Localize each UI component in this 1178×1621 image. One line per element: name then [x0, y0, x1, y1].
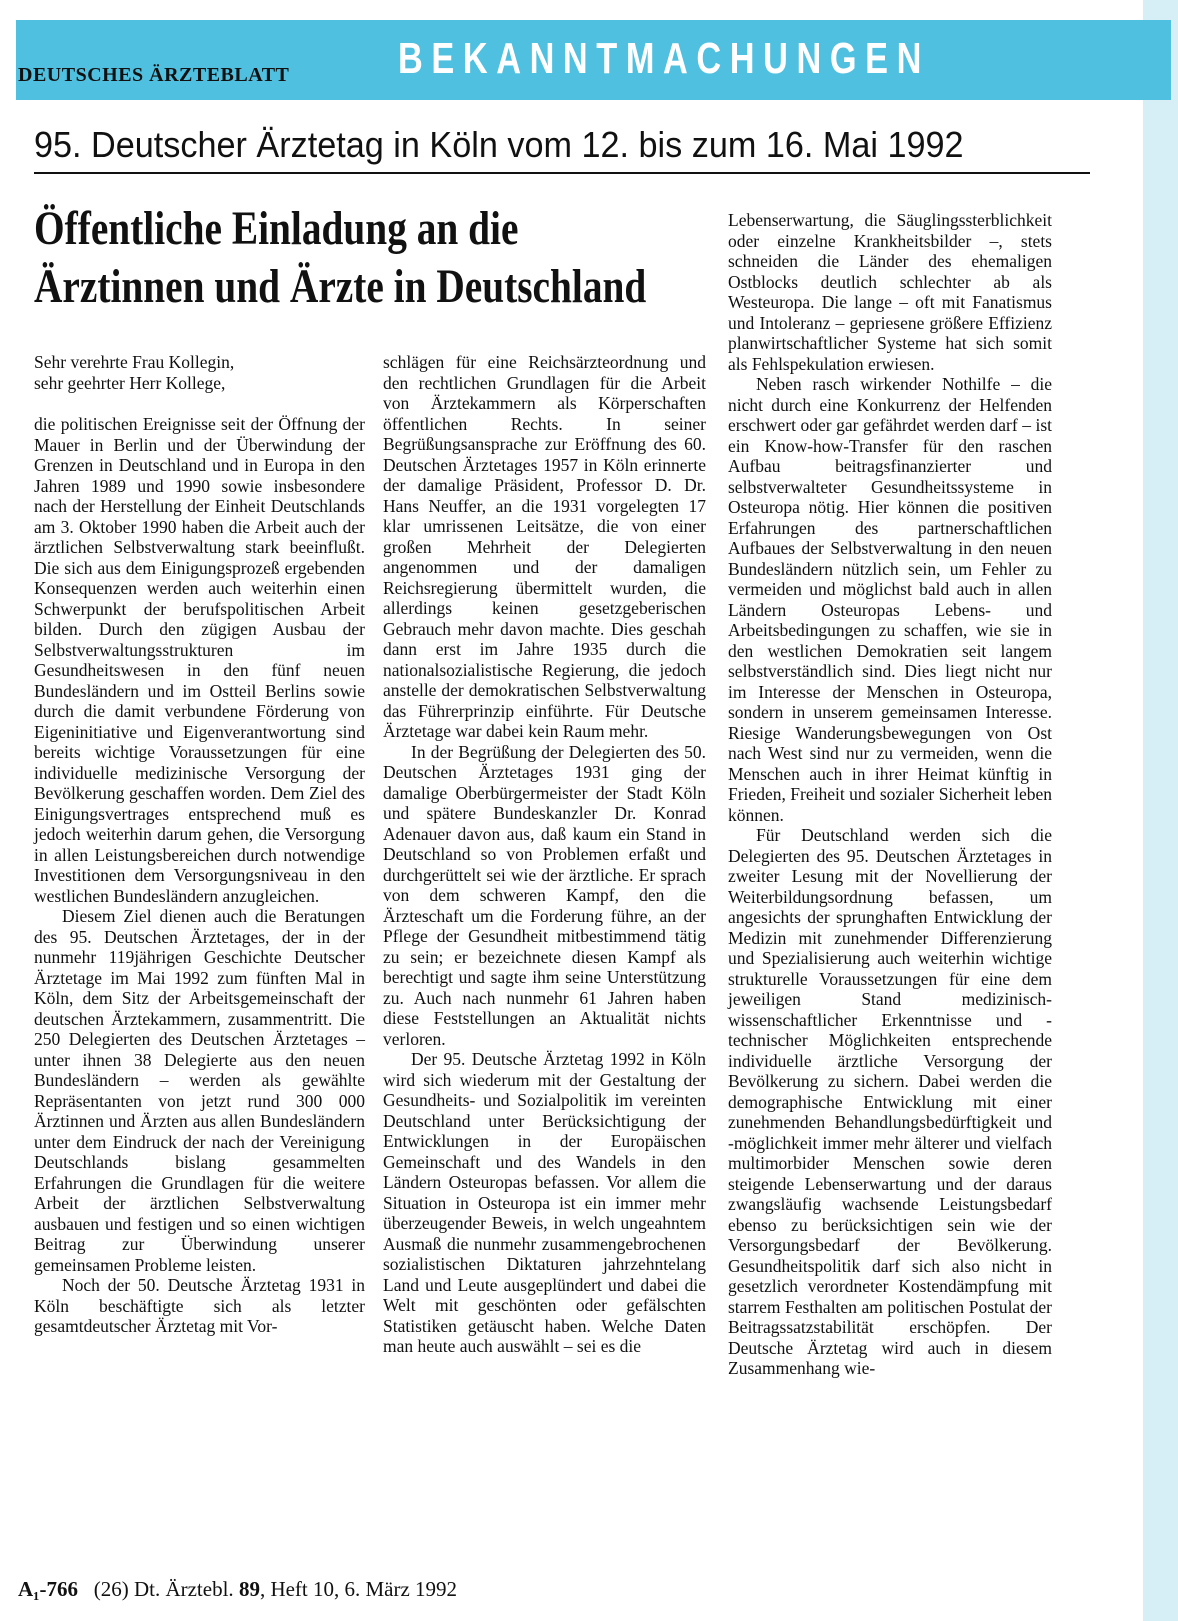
page-footer	[18, 1577, 457, 1602]
citation-prefix: (26) Dt. Ärztebl.	[93, 1577, 234, 1601]
salutation-line-1: Sehr verehrte Frau Kollegin,	[34, 352, 235, 372]
page-edge-strip	[1143, 0, 1178, 1621]
journal-name: DEUTSCHES ÄRZTEBLATT	[18, 64, 290, 86]
paragraph: In der Begrüßung der Delegierten des 50. Deutschen Ärztetages 1931 ging der damalige Oberbürgermeister der Stadt Köln und spätere Bundeskanzler Dr. Konrad Adenauer davon aus, daß kaum ein Stand in Deutschland so von Problemen erfaßt und durchgerüttelt sei wie der ärztliche. Er sprach von dem schweren Kampf, den die Ärzteschaft um die Forderung führe, an der Pflege der Gesundheit mitbestimmend tätig zu sein; er bezeichnete diesen Kampf als berechtigt und sagte ihm seine Unterstützung zu. Auch nach nunmehr 61 Jahren haben diese Feststellungen an Aktualität nichts verloren.	[383, 741, 706, 1049]
citation-suffix: , Heft 10, 6. März 1992	[259, 1577, 458, 1601]
text-column-1	[34, 414, 365, 1337]
paragraph: schlägen für eine Reichsärzteordnung und den rechtlichen Grundlagen für die Arbeit von Ärztekammern als Körperschaften öffentlichen Rechts. In seiner Begrüßungsansprache zur Eröffnung des 60. Deutschen Ärztetages 1957 in Köln erinnerte der damalige Präsident, Professor D. Dr. Hans Neuffer, an die 1931 vorgelegten 17 klar umrissenen Leitsätze, die von einer großen Mehrheit der Delegierten angenommen und der damaligen Reichsregierung übermittelt wurden, die allerdings keinen gesetzgeberischen Gebrauch mehr davon machte. Dies geschah dann erst im Jahre 1935 durch die nationalsozialistische Regierung, die jedoch anstelle der demokratischen Selbstverwaltung das Führerprinzip einführte. Für Deutsche Ärztetage war dabei kein Raum mehr.	[383, 352, 706, 741]
headline	[34, 200, 646, 316]
paragraph: Lebenserwartung, die Säuglingssterblichkeit oder einzelne Krankheitsbilder –, stets schneiden die Länder des ehemaligen Ostblocks deutlich schlechter ab als Westeuropa. Die lange – oft mit Fanatismus und Intoleranz – gepriesene größere Effizienz planwirtschaftlicher Systeme hat sich somit als Fehlspekulation erwiesen.	[728, 210, 1052, 374]
salutation-line-2: sehr geehrter Herr Kollege,	[34, 372, 226, 393]
text-column-2	[383, 352, 706, 1357]
title-rule	[34, 172, 1090, 174]
paragraph: Diesem Ziel dienen auch die Beratungen des 95. Deutschen Ärztetages, der in der nunmehr 119jährigen Geschichte Deutscher Ärztetage im Mai 1992 zum fünften Mal in Köln, dem Sitz der Arbeitsgemeinschaft der deutschen Ärztekammern, zusammentritt. Die 250 Delegierten des Deutschen Ärztetages – unter ihnen 38 Delegierte aus den neuen Bundesländern – werden als gewählte Repräsentanten von jetzt rund 300 000 Ärztinnen und Ärzten aus allen Bundesländern unter dem Eindruck der nach der Vereinigung Deutschlands bislang gesammelten Erfahrungen die Grundlagen für die weitere Arbeit der ärztlichen Selbstverwaltung ausbauen und festigen und so einen wichtigen Beitrag zur Überwindung unserer gemeinsamen Probleme leisten.	[34, 906, 365, 1275]
section-name: BEKANNTMACHUNGEN	[398, 34, 930, 83]
salutation	[34, 352, 364, 393]
paragraph: Neben rasch wirkender Nothilfe – die nicht durch eine Konkurrenz der Helfenden erschwert oder gar gefährdet werden darf – ist ein Know-how-Transfer für den raschen Aufbau beitragsfinanzierter und selbstverwalteter Gesundheitssysteme in Osteuropa nötig. Hier können die positiven Erfahrungen des partnerschaftlichen Aufbaues der Selbstverwaltung in den neuen Bundesländern nützlich sein, um Fehler zu vermeiden und möglichst bald auch in allen Ländern Osteuropas Lebens- und Arbeitsbedingungen zu schaffen, wie sie in den westlichen Demokratien seit langem selbstverständlich sind. Dies liegt nicht nur im Interesse der Menschen in Osteuropa, sondern in unserem gemeinsamen Interesse. Riesige Wanderungsbewegungen von Ost nach West sind nur zu vermeiden, wenn die Menschen auch in ihrer Heimat künftig in Frieden, Freiheit und sozialer Sicherheit leben können.	[728, 374, 1052, 825]
paragraph: Für Deutschland werden sich die Delegierten des 95. Deutschen Ärztetages in zweiter Lesung mit der Novellierung der Weiterbildungsordnung befassen, um angesichts der sprunghaften Entwicklung der Medizin mit zunehmender Differenzierung und Spezialisierung auch weiterhin wichtige strukturelle Voraussetzungen für eine dem jeweiligen Stand medizinisch-wissenschaftlicher Erkenntnisse und -technischer Möglichkeiten entsprechende individuelle ärztliche Versorgung der Bevölkerung zu sichern. Dabei werden die demographische Entwicklung mit einer zunehmenden Behandlungsbedürftigkeit und -möglichkeit immer mehr älterer und vielfach multimorbider Menschen sowie deren steigende Lebenserwartung und der daraus zwangsläufig wachsende Leistungsbedarf ebenso zu berücksichtigen sein wie der Versorgungsbedarf der Bevölkerung. Gesundheitspolitik darf sich also nicht in gesetzlich verordneter Kostendämpfung mit starrem Festhalten am politischen Postulat der Beitragssatzstabilität erschöpfen. Der Deutsche Ärztetag wird auch in diesem Zusammenhang wie-	[728, 825, 1052, 1378]
headline-line-1: Öffentliche Einladung an die	[34, 202, 519, 255]
text-column-3	[728, 210, 1052, 1379]
paragraph: Noch der 50. Deutsche Ärztetag 1931 in Köln beschäftigte sich als letzter gesamtdeutscher Ärztetag mit Vor-	[34, 1275, 365, 1336]
page-number: A₁-766	[18, 1577, 78, 1601]
paragraph: Der 95. Deutsche Ärztetag 1992 in Köln wird sich wiederum mit der Gestaltung der Gesundheits- und Sozialpolitik im vereinten Deutschland unter Berücksichtigung der Entwicklungen in der Europäischen Gemeinschaft und des Wandels in den Ländern Osteuropas befassen. Vor allem die Situation in Osteuropa ist ein immer mehr überzeugender Beweis, in welch ungeahntem Ausmaß die nunmehr zusammengebrochenen sozialistischen Diktaturen jahrzehntelang Land und Leute ausgeplündert und dabei die Welt mit geschönten oder gefälschten Statistiken getäuscht haben. Welche Daten man heute auch auswählt – sei es die	[383, 1049, 706, 1356]
paragraph: die politischen Ereignisse seit der Öffnung der Mauer in Berlin und der Überwindung der Grenzen in Deutschland und in Europa in den Jahren 1989 und 1990 sowie insbesondere nach der Herstellung der Einheit Deutschlands am 3. Oktober 1990 haben die Arbeit auch der ärztlichen Selbstverwaltung stark beeinflußt. Die sich aus dem Einigungsprozeß ergebenden Konsequenzen werden auch weiterhin einen Schwerpunkt der berufspolitischen Arbeit bilden. Durch den zügigen Ausbau der Selbstverwaltungsstrukturen im Gesundheitswesen in den fünf neuen Bundesländern und im Ostteil Berlins sowie durch die damit verbundene Förderung von Eigeninitiative und Eigenverantwortung sind bereits wichtige Voraussetzungen für eine individuelle medizinische Versorgung der Bevölkerung geschaffen worden. Dem Ziel des Einigungsvertrages entsprechend muß es jedoch weiterhin darum gehen, die Versorgung in allen Leistungsbereichen durch notwendige Investitionen dem Versorgungsniveau in den westlichen Bundesländern anzugleichen.	[34, 414, 365, 906]
event-title: 95. Deutscher Ärztetag in Köln vom 12. bis zum 16. Mai 1992	[34, 124, 964, 165]
headline-line-2: Ärztinnen und Ärzte in Deutschland	[34, 260, 647, 313]
citation-volume: 89	[238, 1577, 260, 1601]
